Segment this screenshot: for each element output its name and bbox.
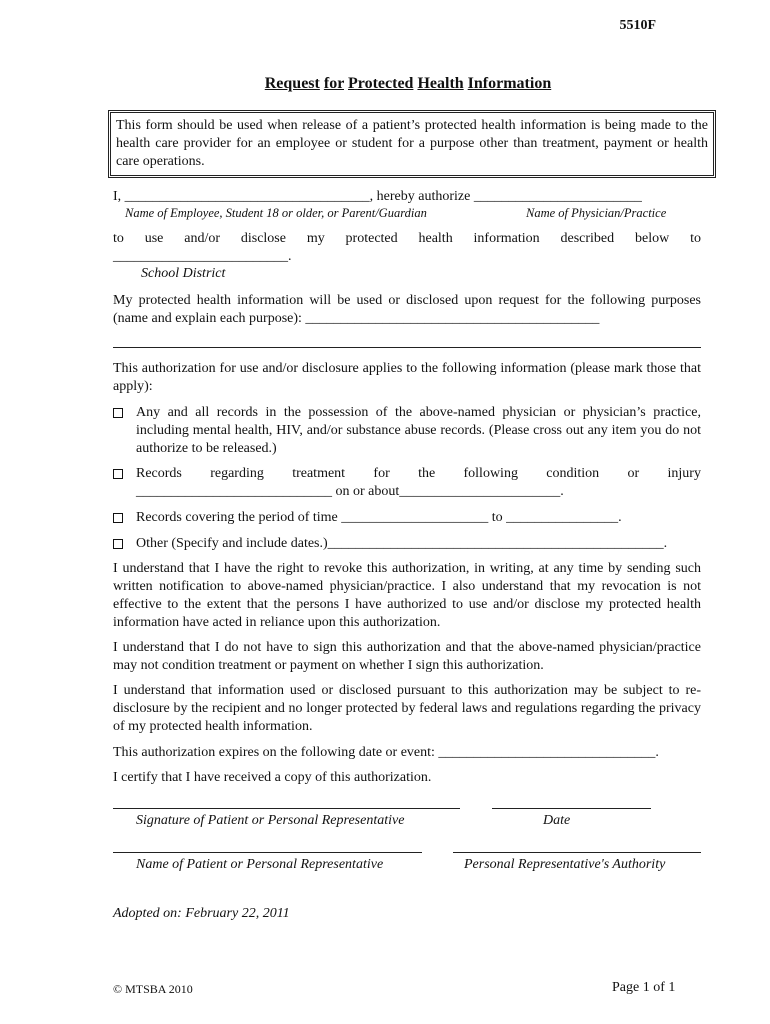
word: treatment bbox=[292, 466, 346, 481]
condition-date-blank[interactable]: ____________________________ on or about_______________________. bbox=[136, 484, 564, 499]
scope-paragraph: This authorization for use and/or disclosure applies to the following information (please mark those that apply): bbox=[113, 361, 701, 394]
word: and/or bbox=[184, 231, 221, 246]
adopted-date: Adopted on: February 22, 2011 bbox=[113, 906, 290, 921]
word: the bbox=[418, 466, 436, 481]
word: following bbox=[463, 466, 518, 481]
document-title bbox=[0, 75, 770, 93]
word: information bbox=[473, 231, 540, 246]
title-word: Information bbox=[467, 75, 552, 92]
use-disclose-line bbox=[113, 230, 701, 248]
page-number: Page 1 of 1 bbox=[612, 980, 676, 995]
name-line[interactable] bbox=[113, 852, 422, 853]
word: condition bbox=[546, 466, 600, 481]
word: my bbox=[306, 231, 325, 246]
certify-line: I certify that I have received a copy of this authorization. bbox=[113, 770, 432, 785]
authority-line[interactable] bbox=[453, 852, 701, 853]
option-label bbox=[136, 465, 701, 483]
redisclosure-paragraph: I understand that information used or disclosed pursuant to this authorization may be subject to re-disclosure by the recipient and no longer protected by federal laws and regulations regarding the privacy of my protected health information. bbox=[113, 683, 701, 734]
authority-label: Personal Representative's Authority bbox=[464, 857, 666, 872]
option-label[interactable]: Other (Specify and include dates.)________________________________________________. bbox=[136, 536, 668, 551]
date-line[interactable] bbox=[492, 808, 651, 809]
checkbox[interactable] bbox=[113, 513, 123, 523]
word: to bbox=[113, 231, 124, 246]
word: described bbox=[560, 231, 615, 246]
date-label: Date bbox=[543, 813, 571, 828]
expiration-line[interactable]: This authorization expires on the following date or event: _______________________________. bbox=[113, 745, 659, 760]
option-label: Any and all records in the possession of the above-named physician or physician’s practice, including mental health, HIV, and/or substance abuse records. (Please cross out any item you do not authorize to be released.) bbox=[136, 405, 701, 456]
title-word: for bbox=[323, 75, 344, 92]
word: Records bbox=[136, 466, 182, 481]
word: or bbox=[627, 466, 640, 481]
purpose-paragraph[interactable]: My protected health information will be used or disclosed upon request for the following purposes (name and explain each purpose): __________________________________________ bbox=[113, 293, 701, 326]
checkbox[interactable] bbox=[113, 539, 123, 549]
word: for bbox=[373, 466, 390, 481]
word: regarding bbox=[210, 466, 264, 481]
purpose-blank-line[interactable] bbox=[113, 347, 701, 348]
option-period-records bbox=[113, 509, 701, 527]
word: disclose bbox=[240, 231, 286, 246]
copyright: © MTSBA 2010 bbox=[113, 982, 193, 996]
option-all-records bbox=[113, 404, 701, 458]
notice-box: This form should be used when release of a patient’s protected health information is being made to the health care provider for an employee or student for a purpose other than treatment, payment or health care operations. bbox=[108, 110, 716, 178]
school-district-blank[interactable]: _________________________. bbox=[113, 249, 292, 264]
no-sign-paragraph: I understand that I do not have to sign this authorization and that the above-named physician/practice may not condition treatment or payment on whether I sign this authorization. bbox=[113, 640, 701, 673]
checkbox[interactable] bbox=[113, 469, 123, 479]
form-number: 5510F bbox=[619, 18, 656, 33]
option-condition-records bbox=[113, 465, 701, 501]
option-label[interactable]: Records covering the period of time _____________________ to ________________. bbox=[136, 510, 622, 525]
authorize-line[interactable]: I, ___________________________________, hereby authorize ________________________ bbox=[113, 189, 642, 204]
word: below bbox=[635, 231, 670, 246]
caption-employee-name: Name of Employee, Student 18 or older, or Parent/Guardian bbox=[125, 206, 427, 220]
option-other bbox=[113, 535, 701, 553]
signature-label: Signature of Patient or Personal Representative bbox=[136, 813, 405, 828]
caption-physician-name: Name of Physician/Practice bbox=[526, 206, 667, 220]
title-word: Protected bbox=[348, 75, 414, 92]
word: health bbox=[418, 231, 453, 246]
word: protected bbox=[345, 231, 398, 246]
checkbox[interactable] bbox=[113, 408, 123, 418]
title-word: Request bbox=[264, 75, 320, 92]
revoke-paragraph: I understand that I have the right to revoke this authorization, in writing, at any time by sending such written notification to above-named physician/practice. I also understand that my revocation is not effective to the extent that the persons I have authorized to use and/or disclose my protected health information have acted in reliance upon this authorization. bbox=[113, 561, 701, 630]
word: use bbox=[144, 231, 164, 246]
word: injury bbox=[667, 466, 701, 481]
title-word: Health bbox=[417, 75, 464, 92]
signature-line[interactable] bbox=[113, 808, 460, 809]
name-label: Name of Patient or Personal Representative bbox=[136, 857, 384, 872]
caption-school-district: School District bbox=[141, 266, 226, 281]
word: to bbox=[690, 231, 701, 246]
